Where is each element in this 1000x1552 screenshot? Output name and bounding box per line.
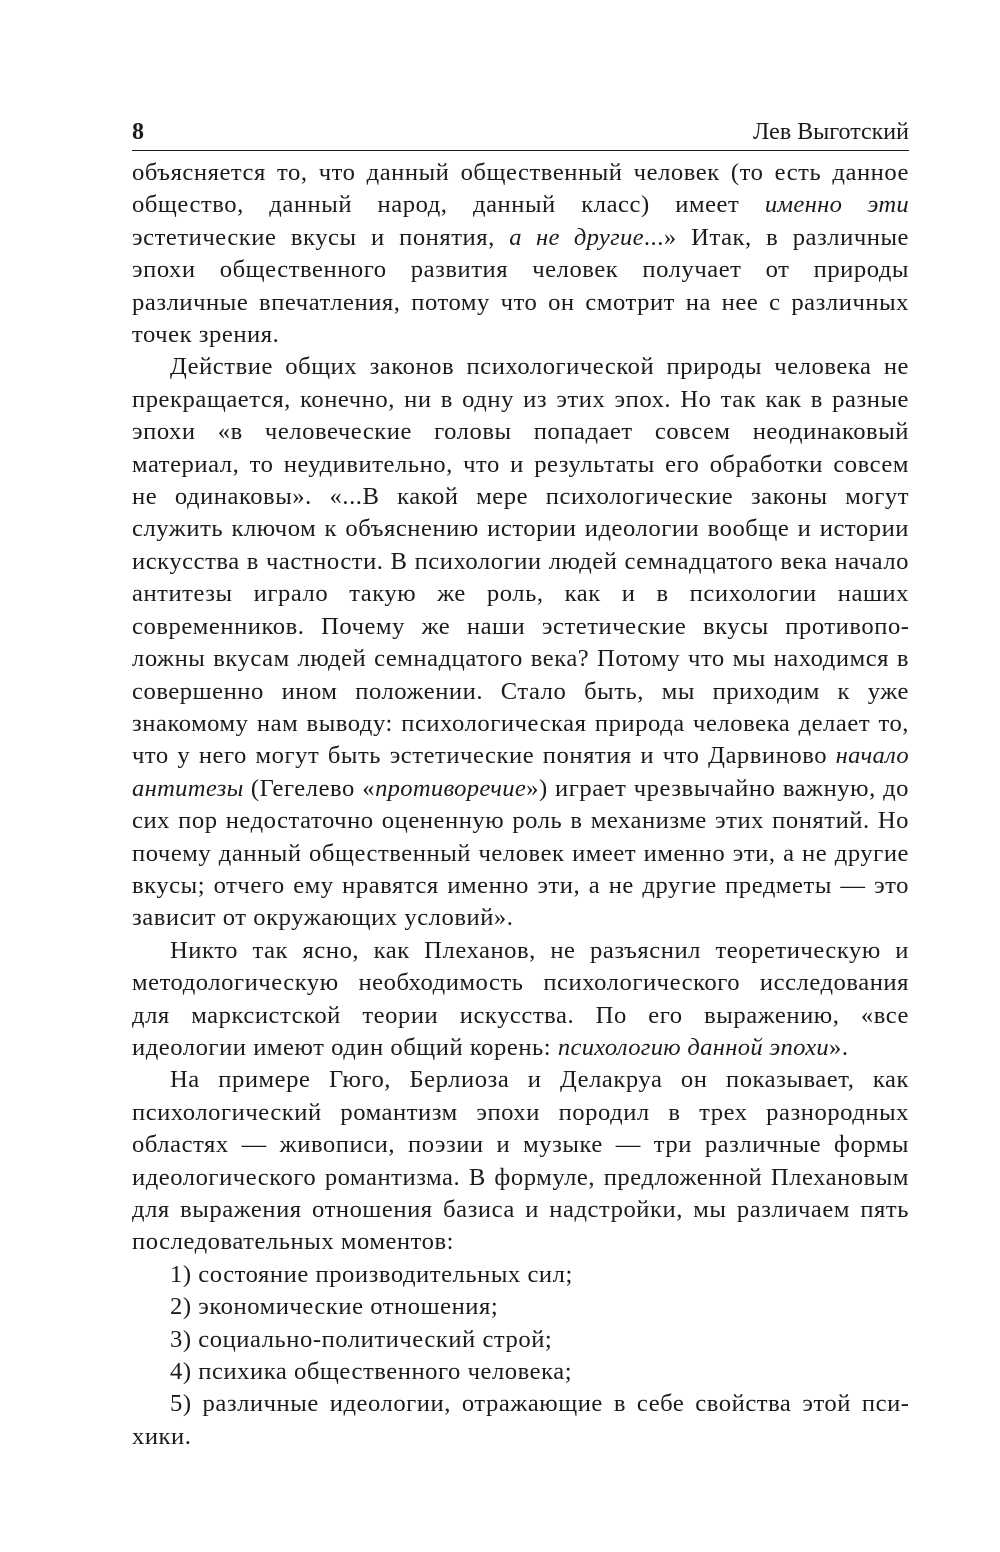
paragraph (132, 935, 909, 1065)
italic-run: психологию данной эпохи (557, 1033, 830, 1061)
page-number: 8 (132, 119, 144, 145)
paragraph (132, 351, 909, 934)
list-item: 3) социально-политический строй; (170, 1325, 553, 1353)
list-item: 2) экономические отношения; (170, 1293, 499, 1321)
text-run: ...» Итак, в различные эпохи общественного развития человек получает от природы различные впечатления, потому что он смотрит на нее с различных точек зрения. (132, 223, 909, 349)
paragraph-continued (132, 157, 909, 351)
body-text (132, 157, 909, 1453)
text-run: объясняется то, что данный общественный человек (то есть данное общество, данный народ, данный класс) имеет (132, 159, 909, 219)
italic-run: именно эти (764, 191, 909, 219)
italic-run: начало антитезы (132, 742, 909, 802)
list-item: 1) состояние производительных сил; (170, 1260, 573, 1288)
italic-run: а не другие (509, 223, 644, 251)
list-item-last: 5) различные идеологии, отражающие в себе свойства этой психики. (132, 1390, 909, 1450)
text-run: Никто так ясно, как Плеханов, не разъяснил теоретическую и методологическую необходимость психологического исследования для марксистской теории искусства. По его выражению, «все идеологии имеют один общий корень: (132, 936, 909, 1061)
text-run: ») играет чрезвычайно важную, до сих пор недостаточно оцененную роль в механизме этих понятий. Но почему данный общественный человек имеет именно эти, а не другие вкусы; отчего ему нравятся именно эти, а не другие предметы — это зависит от окружающих условий». (132, 774, 909, 932)
text-run: (Гегелево « (243, 774, 376, 802)
italic-run: противоречие (375, 774, 527, 802)
page-header (132, 117, 909, 147)
paragraph: На примере Гюго, Берлиоза и Делакруа он показывает, как психологический романтизм эпохи породил в трех разнородных областях — живописи, поэзии и музыке — три различные формы идеологического романтизма. В формуле, предложенной Плехановым для выражения отношения базиса и надстройки, мы различаем пять последовательных моментов: (132, 1066, 909, 1256)
list-item: 4) психика общественного человека; (170, 1358, 573, 1386)
header-rule (132, 150, 909, 151)
text-run: ». (829, 1033, 849, 1061)
text-run: Действие общих законов психологической природы человека не прекращается, конечно, ни в одну из этих эпох. Но так как в разные эпохи «в человеческие головы попадает совсем неодинаковый материал, то неудивительно, что и результаты его обработки совсем не одинаковы». «...В какой мере психологические законы могут служить ключом к объяснению истории идеологии вообще и истории искусства в частности. В психологии людей семнадцатого века начало антитезы играло такую же роль, как и в психологии наших современников. Почему же наши эстетические вкусы противоположны вкусам людей семнадцатого века? Потому что мы находимся в совершенно ином положении. Стало быть, мы приходим к уже знакомому нам выводу: психологическая природа человека делает то, что у него могут быть эстетические понятия и что Дарвиново (132, 353, 909, 770)
running-head-author: Лев Выготский (753, 119, 909, 145)
text-run: эстетические вкусы и понятия, (132, 223, 510, 251)
